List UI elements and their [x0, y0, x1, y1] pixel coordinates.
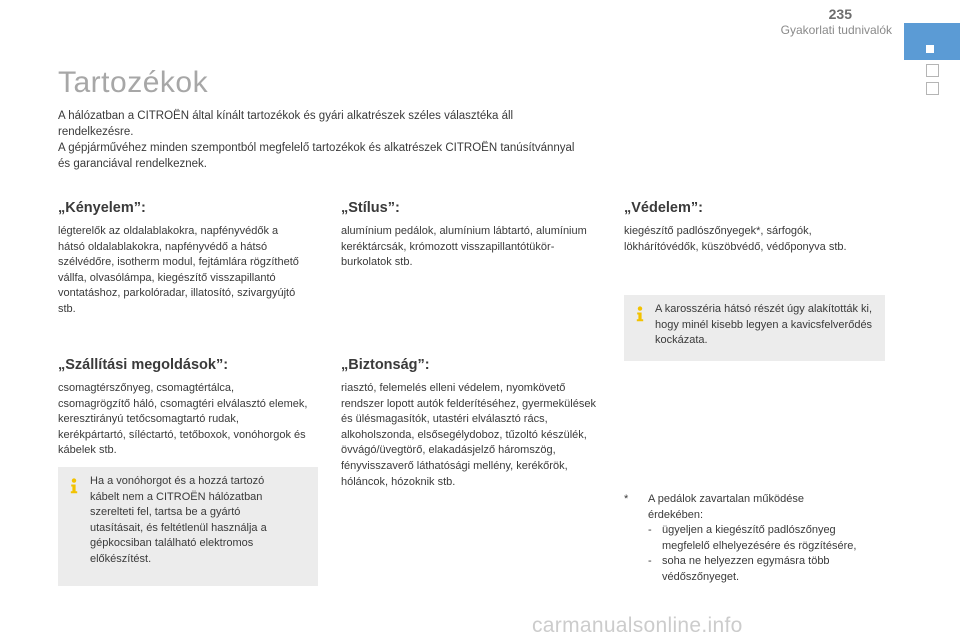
section-heading: „Stílus”:: [341, 200, 400, 216]
intro-text: [58, 108, 578, 172]
section-style: [341, 200, 591, 271]
section-heading: „Biztonság”:: [341, 357, 430, 373]
section-heading: „Kényelem”:: [58, 200, 146, 216]
info-icon: [67, 478, 81, 494]
section-name: Gyakorlati tudnivalók: [780, 23, 892, 37]
section-safety: [341, 357, 599, 490]
chapter-tab: [904, 23, 960, 60]
section-body: kiegészítő padlószőnyegek*, sárfogók, lökhárítóvédők, küszöbvédő, védőponyva stb.: [624, 225, 847, 253]
footnote-item-text: ügyeljen a kiegészítő padlószőnyeg megfelelő elhelyezésére és rögzítésére,: [662, 524, 857, 552]
section-transport: [58, 357, 308, 459]
footnote-intro: A pedálok zavartalan működése érdekében:: [648, 493, 804, 521]
section-body: alumínium pedálok, alumínium lábtartó, alumínium keréktárcsák, krómozott visszapillantótükör-burkolatok stb.: [341, 225, 587, 269]
watermark: carmanualsonline.info: [532, 614, 743, 637]
footnote: [624, 492, 884, 586]
section-comfort: [58, 200, 308, 318]
chapter-outline-square-icon: [926, 82, 939, 95]
note-text: Ha a vonóhorgot és a hozzá tartozó kábelt nem a CITROËN hálózatban szerelteti fel, tartsa be a gyártó utasításait, és feltétlenül használja a gépkocsiban található elektromos előkészítést.: [90, 475, 267, 565]
note-text: A karosszéria hátsó részét úgy alakították ki, hogy minél kisebb legyen a kavicsfelverődés kockázata.: [655, 303, 873, 347]
footnote-bullet: -: [648, 555, 652, 568]
chapter-tab-square-icon: [926, 45, 934, 53]
footnote-item: [624, 554, 884, 585]
intro-paragraph: A hálózatban a CITROËN által kínált tartozékok és gyári alkatrészek széles választéka áll rendelkezésre.: [58, 110, 514, 138]
section-heading: „Szállítási megoldások”:: [58, 357, 229, 373]
footnote-marker: *: [624, 493, 629, 505]
section-body: riasztó, felemelés elleni védelem, nyomkövető rendszer lopott autók felderítéséhez, gyermekülések és ülésmagasítók, utastéri elválasztó rács, alkoholszonda, elsősegélydoboz, tűzoltó készülék, övvágó/üvegtörő, elakadásjelző háromszög, fényvisszaverő láthatósági mellény, kerékőrök, hóláncok, hózoknik stb.: [341, 382, 596, 488]
page-title: Tartozékok: [58, 66, 209, 99]
chapter-outline-square-icon: [926, 64, 939, 77]
footnote-item: [624, 523, 884, 554]
intro-paragraph: A gépjárművéhez minden szempontból megfelelő tartozékok és alkatrészek CITROËN tanúsítvánnyal és garanciával rendelkeznek.: [58, 142, 575, 170]
footnote-item-text: soha ne helyezzen egymásra több védőszőnyeget.: [662, 555, 830, 583]
section-protection: [624, 200, 884, 255]
note-towbar: [58, 467, 318, 586]
section-heading: „Védelem”:: [624, 200, 703, 216]
section-body: csomagtérszőnyeg, csomagtértálca, csomagrögzítő háló, csomagtéri elválasztó elemek, keresztirányú tetőcsomagtartó rudak, kerékpártartó, síléctartó, tetőboxok, vonóhorgok és kábelek stb.: [58, 382, 308, 457]
section-body: légterelők az oldalablakokra, napfényvédők a hátsó oldalablakokra, napfényvédő a hátsó szélvédőre, isotherm modul, fejtámlára rögzíthető vállfa, olvasólámpa, kiegészítő visszapillantó vontatáshoz, parkolóradar, illatosító, szivargyújtó stb.: [58, 225, 299, 315]
info-icon: [633, 306, 647, 322]
footnote-bullet: -: [648, 524, 652, 537]
page-number: 235: [828, 6, 852, 22]
note-bodywork: [624, 295, 885, 361]
